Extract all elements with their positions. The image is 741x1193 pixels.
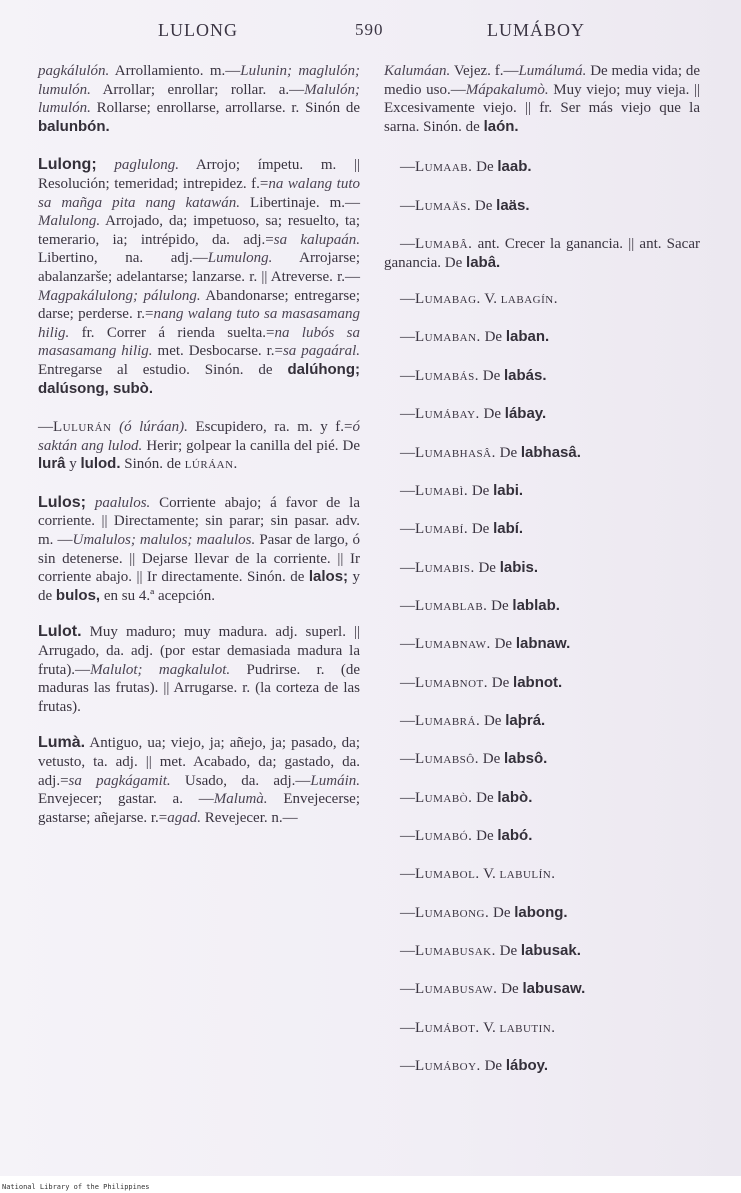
cross-reference: balunbón.	[38, 117, 110, 135]
entry-line	[384, 1019, 556, 1038]
entry-text: De	[489, 904, 515, 921]
dictionary-entry-lumabo1	[384, 779, 700, 817]
entry-text: Entregarse al estudio. Sinón. de	[38, 361, 288, 378]
dictionary-entry-lumabot	[384, 1009, 700, 1047]
entry-text: Arrollar; enrollar; rollar. a.—	[90, 81, 305, 98]
italic-text: Lumulong.	[207, 250, 273, 267]
italic-text: sa pagkágamit.	[68, 772, 171, 789]
cross-reference: labnaw.	[515, 635, 571, 653]
entry-line	[384, 904, 568, 923]
entry-line	[384, 597, 560, 616]
entry-line	[384, 635, 570, 654]
cross-reference: láboy.	[505, 1057, 549, 1074]
entry-text: Sinón. de	[120, 456, 185, 473]
entry-text: De	[497, 981, 523, 998]
entry-text: —	[400, 827, 415, 844]
cross-reference: lablab.	[512, 596, 560, 614]
entry-text: Antiguo, ua; viejo, ja; añejo, ja; pasado, da; vetusto, ta. adj. || met. Acabado, da; gastado, da. adj.=	[38, 735, 360, 789]
entry-text: De	[495, 942, 521, 959]
entry-line	[384, 444, 581, 463]
small-caps-word: Lumáboy.	[415, 1058, 481, 1074]
italic-text: paglulong.	[114, 157, 179, 174]
dictionary-entry-lumabol	[384, 855, 700, 893]
dictionary-entry-lumabusaw	[384, 970, 700, 1008]
entry-text: —	[400, 291, 415, 308]
entry-line	[384, 1057, 548, 1076]
entry-text: De	[471, 197, 497, 214]
entry-line	[384, 367, 547, 386]
small-caps-word: Lumabusak.	[415, 942, 496, 959]
dictionary-entry-lumaboy	[384, 1047, 700, 1085]
small-caps-word: lúráan.	[184, 456, 238, 473]
cross-reference: labusaw.	[522, 980, 586, 998]
entry-text: Revejecer. n.—	[201, 809, 298, 826]
italic-text: Malulón; lumulón.	[38, 81, 360, 117]
italic-text: paalulos.	[94, 494, 151, 511]
entry-text: Escupidero, ra. m. y f.=	[187, 419, 353, 436]
entry-text: De	[490, 636, 516, 653]
italic-text: Magpakálulong; pálulong.	[38, 287, 201, 304]
cross-reference: bulos,	[55, 586, 101, 604]
entry-text: —	[400, 1019, 415, 1036]
small-caps-word: Lumabusaw.	[415, 981, 498, 998]
italic-text: Kalumáan.	[384, 63, 451, 79]
dictionary-entry-lumabhasa	[384, 434, 700, 472]
cross-reference: lábay.	[504, 405, 547, 423]
entry-text	[97, 157, 115, 173]
entry-text: —	[400, 444, 415, 461]
small-caps-word: Lumabò.	[415, 789, 473, 806]
entry-text: —	[400, 236, 415, 253]
dictionary-entry-lumabra	[384, 702, 700, 740]
entry-line	[384, 674, 562, 693]
entry-text: —	[400, 904, 415, 921]
italic-text: (ó lúráan).	[119, 419, 188, 436]
dictionary-entry-lumabi2	[384, 510, 700, 548]
small-caps-word: labutin.	[499, 1019, 556, 1036]
entry-text: Muy maduro; muy madura. adj. superl. || Arrugado, da. adj. (por estar demasiada madura la fruta).—	[38, 624, 360, 678]
small-caps-word: labagín.	[500, 291, 558, 308]
cross-reference: laäs.	[496, 196, 530, 214]
entry-text: —	[400, 712, 415, 729]
dictionary-entry-lumabong	[384, 894, 700, 932]
italic-text: agad.	[167, 809, 201, 826]
entry-text: y	[65, 456, 81, 473]
dictionary-entry-luluran	[38, 418, 360, 474]
small-caps-word: Lumábay.	[415, 406, 480, 423]
dictionary-entry-lumabag	[384, 280, 700, 318]
entry-text: Arrojarse; abalanzarše; adelantarse; lanzarse. r. || Atreverse. r.—	[38, 250, 360, 285]
entry-line	[384, 520, 523, 539]
dictionary-entry-lulong	[38, 156, 360, 398]
cross-reference: lalos;	[308, 568, 349, 586]
entry-text: Abandonarse; entregarse; darse; perderse. r.=	[38, 287, 360, 323]
dictionary-entry-lumaas	[384, 187, 700, 225]
cross-reference: lurâ	[38, 455, 66, 473]
entry-line	[384, 865, 556, 884]
entry-text: De	[468, 482, 494, 499]
italic-text: Umalulos; malulos; maalulos.	[72, 532, 256, 549]
dictionary-entry-lumabusak	[384, 932, 700, 970]
cross-reference: labò.	[497, 788, 533, 806]
cross-reference: labsô.	[503, 750, 548, 768]
entry-text: —	[400, 674, 415, 691]
small-caps-word: Lumabsô.	[415, 751, 479, 768]
page-number: 590	[355, 20, 384, 39]
cross-reference: labis.	[499, 558, 539, 576]
dictionary-entry-lumaba	[384, 235, 700, 272]
cross-reference: labnot.	[513, 673, 563, 691]
entry-text: Arrollamiento. m.—	[109, 63, 241, 79]
entry-text: —	[400, 597, 415, 614]
small-caps-word: Lulurán	[53, 419, 112, 436]
small-caps-word: Lumaäs.	[415, 197, 472, 214]
entry-text: Pasar de largo, ó sin detenerse. || Dejarse llevar de la corriente. || Ir corriente abajo. || Ir directamente. Sinón. de	[38, 532, 361, 586]
entry-text: —	[400, 1058, 415, 1074]
cross-reference: labi.	[493, 481, 524, 499]
entry-text: —	[400, 482, 415, 499]
entry-text: Muy viejo; muy vieja. || Excesivamente viejo. || fr. Ser más viejo que la sarna. Sinón. de	[384, 81, 700, 135]
entry-text: —	[400, 521, 415, 538]
entry-line	[384, 712, 545, 731]
entry-text: Herir; golpear la canilla del pié. De	[142, 437, 360, 454]
entry-text: De media vida; de medio uso.—	[384, 63, 700, 98]
italic-text: Malulot; magkalulot.	[90, 661, 231, 678]
entry-line	[384, 158, 532, 177]
entry-text: Envejecerse; gastarse; añejarse. r.=	[38, 791, 360, 826]
headword: Lulos;	[38, 493, 86, 511]
italic-text: Lumáin.	[310, 772, 360, 789]
entry-text: —	[400, 329, 415, 346]
entry-text: V.	[480, 291, 501, 308]
cross-reference: laban.	[505, 328, 550, 346]
cross-reference: labó.	[497, 826, 533, 844]
entry-list	[384, 136, 700, 1085]
dictionary-entry-lumabnot	[384, 664, 700, 702]
entry-line	[384, 405, 546, 424]
dictionary-entry-lumaban	[384, 319, 700, 357]
cross-reference: labí.	[493, 520, 524, 538]
entry-text: met. Desbocarse. r.=	[152, 343, 283, 360]
entry-text: V.	[479, 1019, 500, 1036]
entry-line	[384, 559, 538, 578]
small-caps-word: Lumablab.	[415, 597, 488, 614]
entry-text: —	[400, 159, 415, 176]
entry-text	[86, 495, 95, 511]
entry-text: V.	[479, 866, 500, 883]
entry-text: ant. Crecer la ganancia. || ant. Sacar ganancia. De	[384, 236, 700, 271]
small-caps-word: Lumabnot.	[415, 674, 489, 691]
entry-text: —	[400, 197, 415, 214]
entry-line	[384, 750, 547, 769]
entry-text: —	[400, 406, 415, 423]
entry-text: Libertino, na. adj.—	[38, 250, 208, 267]
italic-text: ó saktán ang lulod.	[38, 419, 361, 454]
entry-line	[384, 482, 523, 501]
entry-line	[384, 827, 532, 846]
entry-text: en su 4.ª acepción.	[100, 587, 216, 604]
entry-text: Envejecer; gastar. a. —	[38, 791, 214, 808]
headword: Lumà.	[38, 734, 86, 752]
cross-reference: labás.	[503, 366, 547, 384]
italic-text: nang walang tuto sa masasamang hilig.	[38, 306, 360, 341]
entry-text: De	[478, 367, 504, 384]
italic-text: Malulong.	[38, 213, 101, 230]
small-caps-word: Lumabong.	[415, 904, 490, 921]
small-caps-word: Lumabhasâ.	[415, 444, 496, 461]
italic-text: Mápakalumò.	[465, 81, 549, 98]
entry-text: Arrojado, da; impetuoso, sa; resuelto, ta; temerario, ia; intrépido, da. adj.=	[38, 213, 360, 248]
small-caps-word: Lumabag.	[415, 291, 481, 308]
small-caps-word: Lumabó.	[415, 827, 473, 844]
entry-text: Corriente abajo; á favor de la corriente. || Directamente; sin parar; sin pasar. adv. m. —	[38, 494, 360, 549]
running-head-right: LUMÁBOY	[487, 20, 586, 40]
entry-text: —	[400, 981, 415, 998]
entry-line	[384, 328, 549, 347]
entry-text: Pudrirse. r. (de maduras las frutas). || Arrugarse. r. (la corteza de las frutas).	[38, 661, 360, 715]
entry-text: De	[474, 559, 500, 576]
small-caps-word: Lumabás.	[415, 367, 479, 384]
entry-text: Arrojo; ímpetu. m. || Resolución; temeridad; intrepidez. f.=	[38, 157, 360, 192]
entry-text: —	[400, 751, 415, 768]
dictionary-entry-lumabo2	[384, 817, 700, 855]
cross-reference: laþrá.	[505, 711, 546, 729]
small-caps-word: Lumaab.	[415, 159, 473, 176]
left-column	[38, 62, 360, 827]
italic-text: Lulunin; maglulón; lumulón.	[38, 63, 360, 98]
cross-reference: lulod.	[80, 455, 121, 473]
small-caps-word: Lumabâ.	[415, 236, 473, 253]
entry-text: —	[400, 866, 415, 883]
cross-reference: labhasâ.	[520, 443, 581, 461]
cross-reference: laón.	[483, 117, 519, 135]
entry-text: De	[480, 712, 506, 729]
entry-text: De	[478, 751, 504, 768]
cross-reference: dalúhong; dalúsong, subò.	[38, 360, 360, 397]
entry-text: De	[495, 444, 521, 461]
entry-text: Libertinaje. m.—	[240, 194, 360, 211]
entry-line	[384, 236, 700, 271]
entry-line	[384, 290, 558, 309]
entry-text: De	[480, 1058, 506, 1074]
entry-text: De	[479, 406, 505, 423]
entry-text: De	[468, 521, 494, 538]
entry-text: —	[400, 636, 415, 653]
entry-text	[112, 419, 120, 435]
entry-text: y de	[38, 569, 361, 604]
headword: Lulot.	[38, 623, 82, 641]
dictionary-entry-balunbon-tail	[38, 62, 360, 136]
small-caps-word: Lumaban.	[415, 329, 481, 346]
dictionary-entry-luma	[38, 734, 360, 827]
italic-text: sa kalupaán.	[273, 231, 360, 248]
entry-text: fr. Correr á rienda suelta.=	[69, 324, 275, 341]
entry-text: De	[472, 827, 498, 844]
dictionary-entry	[384, 62, 700, 136]
dictionary-entry-lumaab	[384, 148, 700, 186]
dictionary-entry-lumablab	[384, 587, 700, 625]
dictionary-entry-lumabis	[384, 549, 700, 587]
entry-text: Vejez. f.—	[450, 63, 519, 79]
dictionary-entry-lumabi1	[384, 472, 700, 510]
dictionary-entry-lumabas	[384, 357, 700, 395]
small-caps-word: Lumabol.	[415, 866, 480, 883]
italic-text: Lumálumá.	[518, 63, 587, 79]
dictionary-entry-lumabnaw	[384, 625, 700, 663]
small-caps-word: Lumabrá.	[415, 712, 481, 729]
entry-text: —	[400, 559, 415, 576]
entry-line	[384, 197, 530, 216]
dictionary-entry-lulos	[38, 494, 360, 606]
spacer	[384, 136, 700, 148]
entry-text: —	[400, 789, 415, 806]
entry-text: De	[488, 674, 514, 691]
small-caps-word: Lumabis.	[415, 559, 475, 576]
entry-line	[384, 942, 581, 961]
entry-text: De	[487, 597, 513, 614]
entry-line	[384, 789, 532, 808]
entry-text: Usado, da. adj.—	[170, 772, 311, 789]
small-caps-word: labulín.	[499, 866, 556, 883]
entry-text: —	[38, 419, 53, 436]
cross-reference: labusak.	[520, 941, 581, 959]
cross-reference: laab.	[497, 158, 532, 176]
right-column	[384, 62, 700, 1085]
entry-text: De	[472, 789, 498, 806]
small-caps-word: Lumabnaw.	[415, 636, 491, 653]
dictionary-entry-lumabay	[384, 395, 700, 433]
small-caps-word: Lumabí.	[415, 521, 469, 538]
dictionary-entry-lumabso	[384, 740, 700, 778]
italic-text: na walang tuto sa mañga pita nang katawán.	[38, 175, 360, 211]
entry-text: Rollarse; enrollarse, arrollarse. r. Sinón de	[90, 100, 360, 117]
library-credit: National Library of the Philippines	[2, 1183, 150, 1191]
italic-text: Malumà.	[213, 791, 268, 808]
dictionary-entry-lulot	[38, 623, 360, 716]
small-caps-word: Lumábot.	[415, 1019, 480, 1036]
cross-reference: labong.	[514, 903, 568, 921]
italic-text: sa pagaáral.	[282, 343, 361, 360]
italic-text: na lubós sa masasamang hilig.	[38, 324, 360, 360]
italic-text: pagkálulón.	[38, 63, 110, 79]
running-head-left: LULONG	[158, 20, 238, 40]
entry-text: —	[400, 367, 415, 384]
cross-reference: labâ.	[466, 253, 501, 271]
entry-line	[384, 980, 585, 999]
headword: Lulong;	[38, 156, 97, 174]
entry-text: De	[480, 329, 506, 346]
entry-text: —	[400, 942, 415, 959]
small-caps-word: Lumabì.	[415, 482, 469, 499]
entry-text: De	[472, 159, 498, 176]
